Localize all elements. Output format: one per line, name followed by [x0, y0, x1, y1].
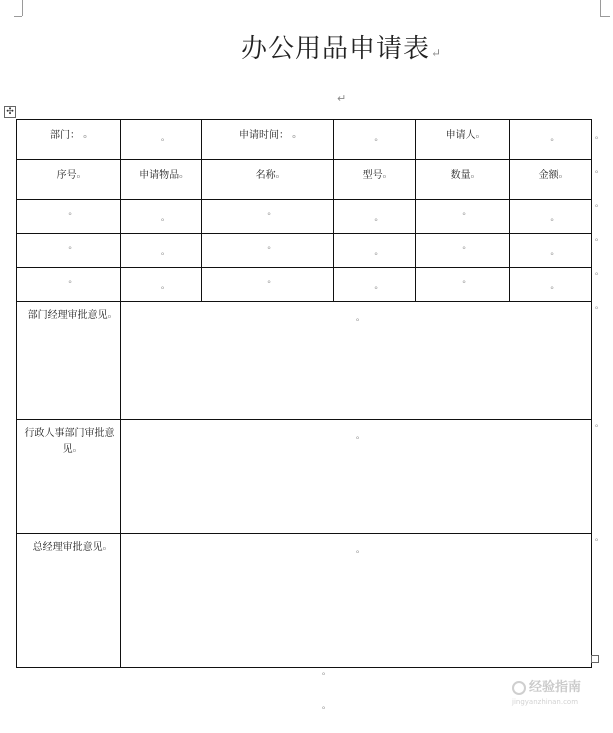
column-header-text: 申请物品: [139, 170, 180, 181]
item-cell[interactable]: [202, 234, 334, 268]
cell-end-mark: ₒ: [374, 214, 378, 223]
paragraph-mark-icon: ↵: [337, 92, 347, 105]
watermark-url: jingyanzhinan.com: [512, 698, 579, 706]
cell-end-mark: ₒ: [107, 311, 112, 321]
cell-end-mark: ₒ: [275, 171, 280, 181]
cell-end-mark: ₒ: [374, 134, 378, 143]
approval-row-general-manager: [17, 534, 592, 668]
cell-end-mark: ₒ: [161, 282, 165, 291]
cell-end-mark: ₒ: [475, 131, 480, 141]
cell-end-mark: ₒ: [470, 171, 475, 181]
cell-end-mark: ₒ: [462, 208, 466, 217]
cell-end-mark: ₒ: [161, 214, 165, 223]
item-cell[interactable]: [121, 200, 202, 234]
cell-end-mark: ₒ: [374, 248, 378, 257]
item-cell[interactable]: [334, 200, 416, 234]
item-cell[interactable]: [416, 268, 510, 302]
apply-time-label: 申请时间：: [239, 130, 290, 141]
cell-end-mark: ₒ: [102, 543, 107, 553]
row-end-mark: ₒ: [595, 234, 599, 243]
row-end-mark: ₒ: [595, 166, 599, 175]
approval-input-area[interactable]: [121, 534, 592, 668]
table-move-handle-icon[interactable]: ✣: [4, 106, 16, 118]
item-cell[interactable]: [202, 200, 334, 234]
department-label: 部门：: [50, 130, 81, 141]
approval-label-cell[interactable]: [17, 534, 121, 668]
paragraph-mark-icon: ₒ: [322, 702, 326, 711]
column-header-text: 型号: [362, 170, 383, 181]
cell-end-mark: ₒ: [267, 208, 271, 217]
cell-end-mark: ₒ: [558, 171, 563, 181]
cell-end-mark: ₒ: [550, 282, 554, 291]
column-header-text: 数量: [450, 170, 471, 181]
office-supplies-form-table: [16, 119, 592, 668]
item-cell[interactable]: [334, 268, 416, 302]
department-value-cell[interactable]: [121, 120, 202, 160]
watermark: [512, 676, 581, 695]
column-header-quantity[interactable]: [416, 160, 510, 200]
row-end-mark: ₒ: [595, 268, 599, 277]
item-cell[interactable]: [121, 268, 202, 302]
item-cell[interactable]: [17, 268, 121, 302]
approval-label-cell[interactable]: [17, 420, 121, 534]
cell-end-mark: ₒ: [550, 134, 554, 143]
cell-end-mark: ₒ: [68, 208, 72, 217]
column-header-serial[interactable]: [17, 160, 121, 200]
apply-time-label-cell[interactable]: [202, 120, 334, 160]
table-row: [17, 234, 592, 268]
cell-end-mark: ₒ: [83, 131, 87, 141]
cell-end-mark: ₒ: [68, 242, 72, 251]
department-label-cell[interactable]: [17, 120, 121, 160]
approval-input-area[interactable]: [121, 302, 592, 420]
applicant-label-cell[interactable]: [416, 120, 510, 160]
approval-label-cell[interactable]: [17, 302, 121, 420]
cell-end-mark: ₒ: [550, 214, 554, 223]
item-cell[interactable]: [510, 234, 592, 268]
cell-end-mark: ₒ: [462, 242, 466, 251]
crop-mark-top-right-h: [600, 16, 610, 17]
column-header-text: 序号: [56, 170, 77, 181]
cell-end-mark: ₒ: [292, 131, 296, 141]
cell-end-mark: ₒ: [267, 242, 271, 251]
item-cell[interactable]: [510, 268, 592, 302]
cell-end-mark: ₒ: [72, 445, 77, 455]
cell-end-mark: ₒ: [356, 546, 360, 555]
apply-time-value-cell[interactable]: [334, 120, 416, 160]
row-end-mark: ₒ: [595, 132, 599, 141]
approval-input-area[interactable]: [121, 420, 592, 534]
column-header-text: 金额: [538, 170, 559, 181]
approval-label: 总经理审批意见: [32, 542, 103, 553]
page-title[interactable]: [0, 28, 613, 65]
table-resize-handle-icon[interactable]: [591, 655, 599, 663]
cell-end-mark: ₒ: [356, 432, 360, 441]
cell-end-mark: ₒ: [462, 276, 466, 285]
table-row: [17, 268, 592, 302]
cell-end-mark: ₒ: [550, 248, 554, 257]
crop-mark-top-right: [600, 0, 601, 16]
column-header-row: [17, 160, 592, 200]
column-header-amount[interactable]: [510, 160, 592, 200]
row-end-mark: ₒ: [595, 200, 599, 209]
column-header-model[interactable]: [334, 160, 416, 200]
paragraph-mark-icon: ₒ: [322, 668, 326, 677]
cell-end-mark: ₒ: [374, 282, 378, 291]
approval-label: 部门经理审批意见: [27, 310, 108, 321]
applicant-value-cell[interactable]: [510, 120, 592, 160]
column-header-item[interactable]: [121, 160, 202, 200]
row-end-mark: ₒ: [595, 302, 599, 311]
cell-end-mark: ₒ: [76, 171, 81, 181]
cell-end-mark: ₒ: [68, 276, 72, 285]
cell-end-mark: ₒ: [161, 134, 165, 143]
cell-end-mark: ₒ: [267, 276, 271, 285]
cell-end-mark: ₒ: [356, 314, 360, 323]
item-cell[interactable]: [202, 268, 334, 302]
item-cell[interactable]: [416, 200, 510, 234]
column-header-name[interactable]: [202, 160, 334, 200]
cell-end-mark: ₒ: [179, 171, 183, 181]
row-end-mark: ₒ: [595, 534, 599, 543]
approval-row-dept-manager: [17, 302, 592, 420]
approval-row-admin-hr: [17, 420, 592, 534]
row-end-mark: ₒ: [595, 420, 599, 429]
approval-label: 行政人事部门审批意见: [24, 428, 115, 455]
item-cell[interactable]: [510, 200, 592, 234]
info-row: [17, 120, 592, 160]
item-cell[interactable]: [17, 234, 121, 268]
cell-end-mark: ₒ: [382, 171, 387, 181]
item-cell[interactable]: [334, 234, 416, 268]
crop-mark-top-left: [22, 0, 23, 16]
cell-end-mark: ₒ: [161, 248, 165, 257]
item-cell[interactable]: [17, 200, 121, 234]
item-cell[interactable]: [121, 234, 202, 268]
paragraph-mark-icon: ↵: [430, 46, 443, 60]
watermark-text: 经验指南: [529, 680, 582, 695]
page-title-text: 办公用品申请表: [240, 34, 430, 64]
crop-mark-top-left-h: [14, 16, 22, 17]
item-cell[interactable]: [416, 234, 510, 268]
watermark-logo-icon: [512, 681, 526, 695]
table-row: [17, 200, 592, 234]
column-header-text: 名称: [255, 170, 276, 181]
applicant-label: 申请人: [445, 130, 476, 141]
